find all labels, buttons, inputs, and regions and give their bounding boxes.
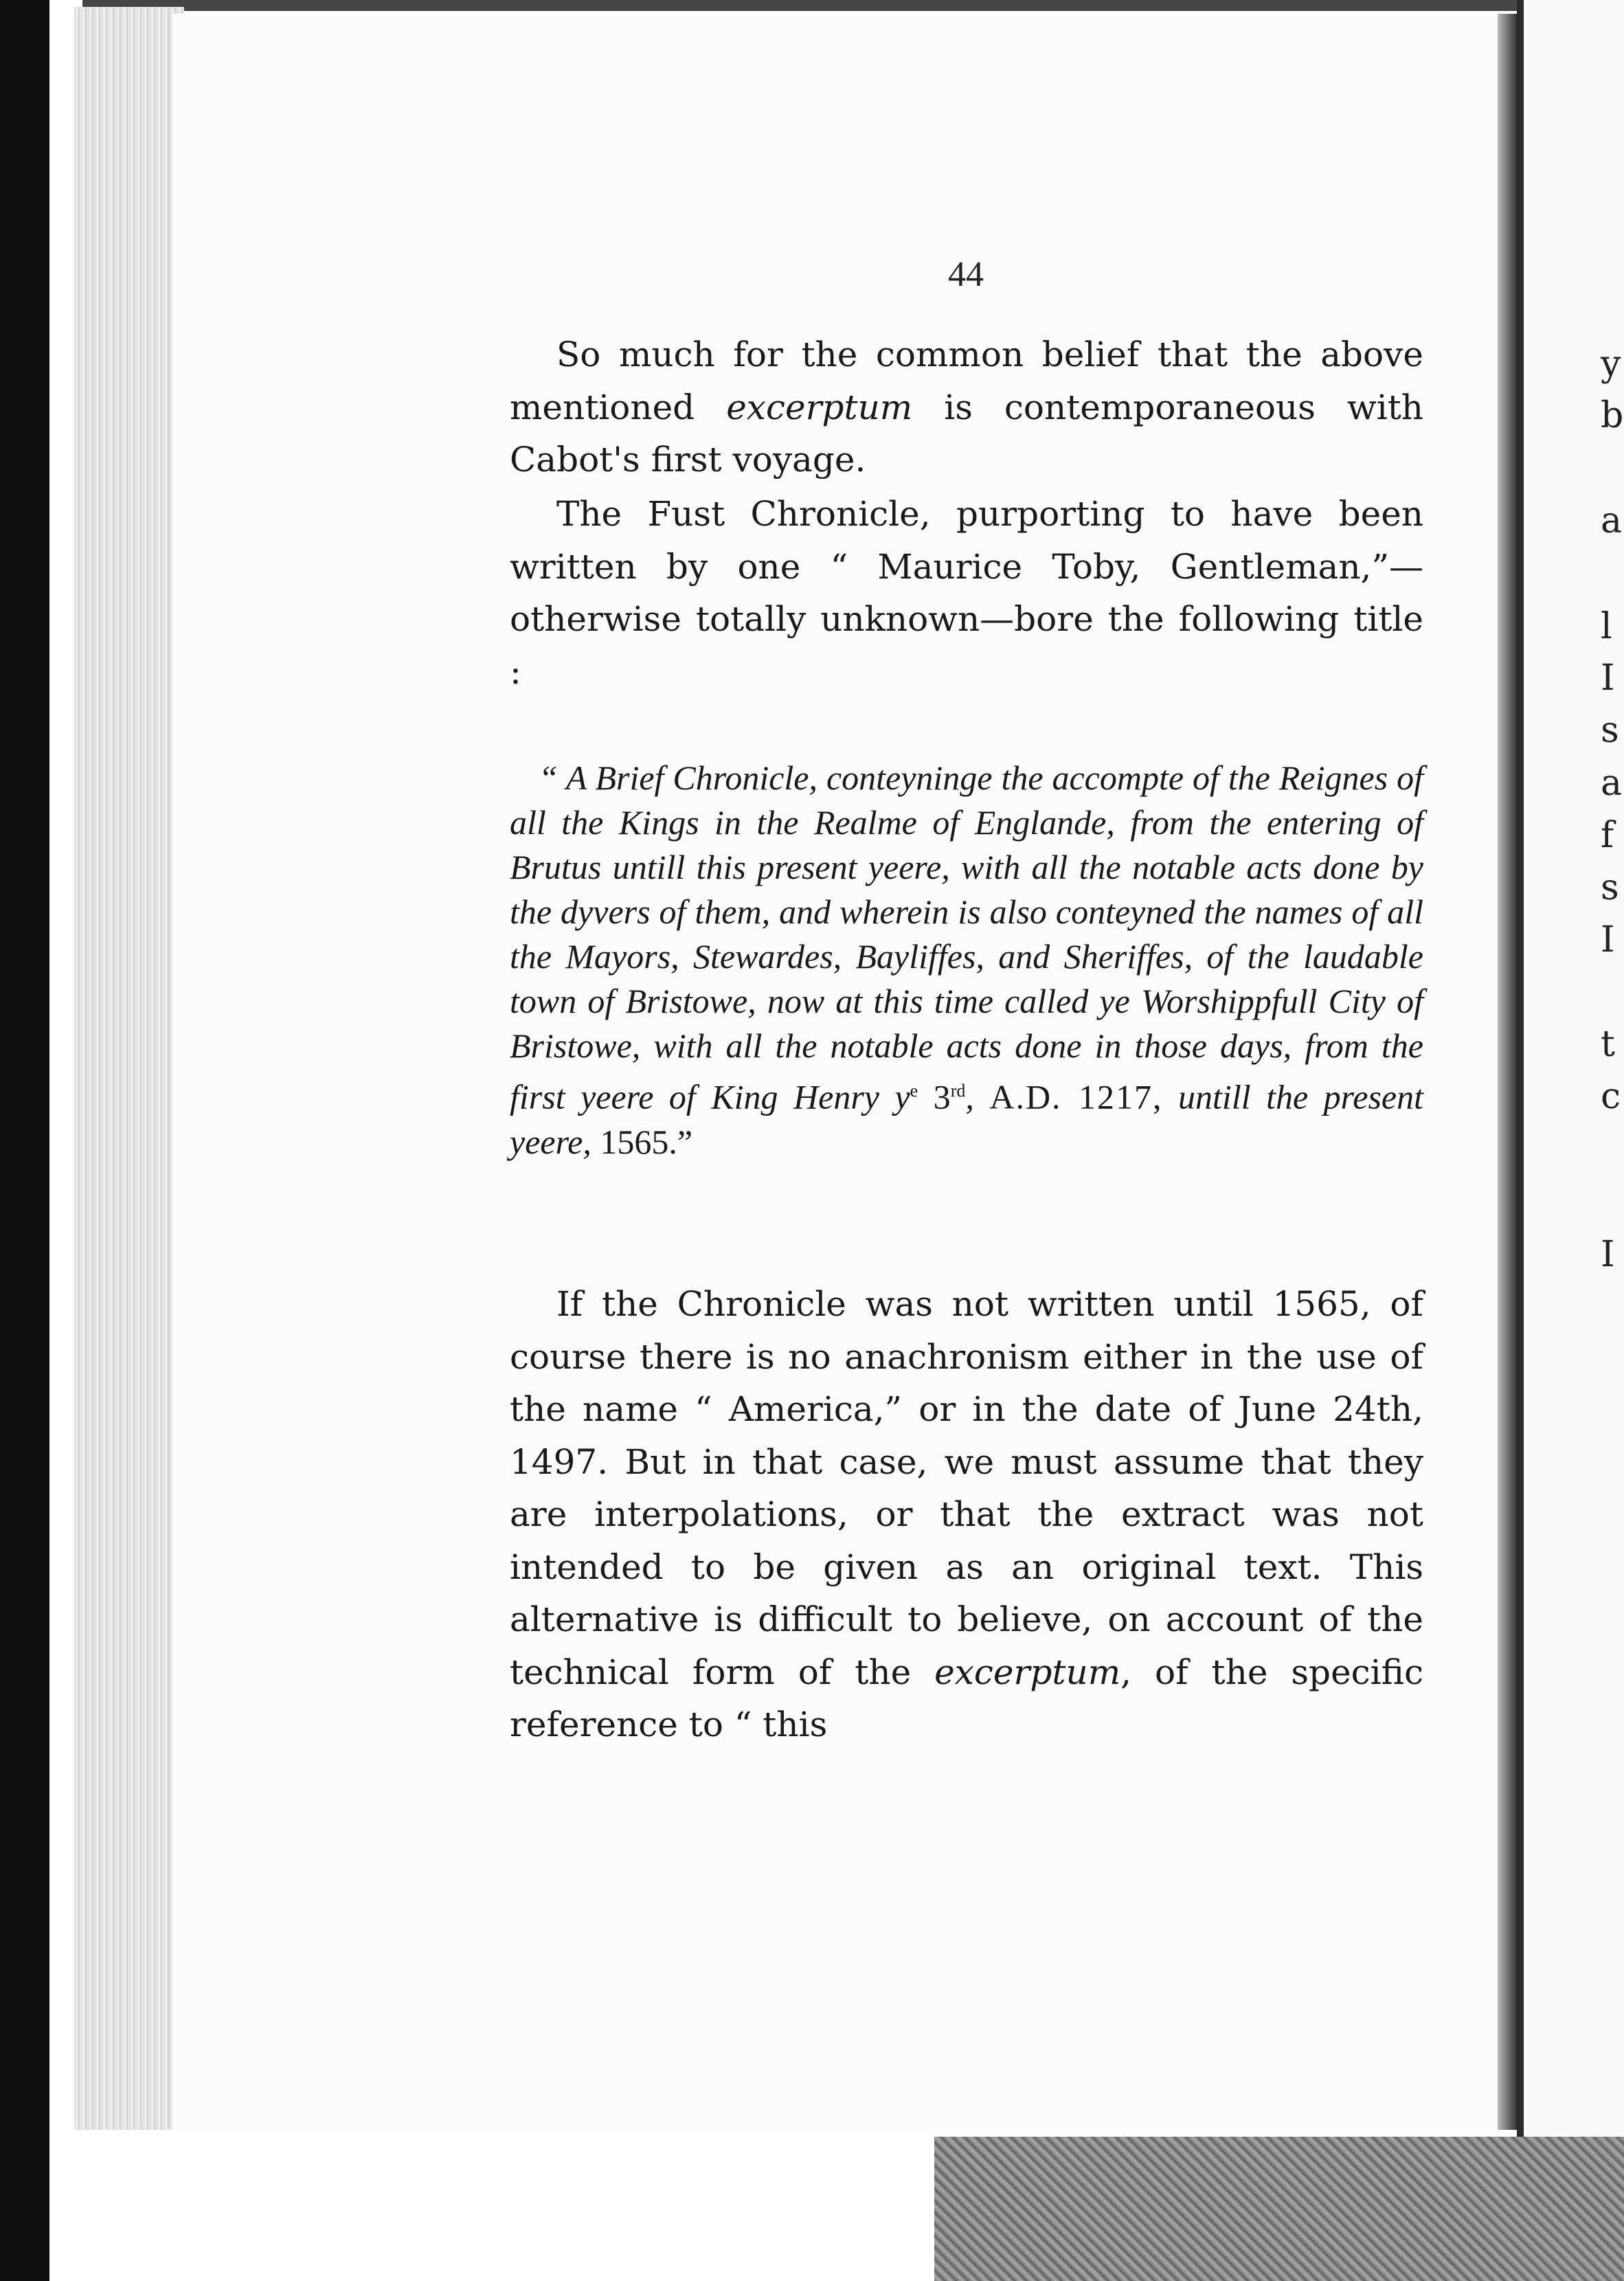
quoted-title-block (510, 756, 1423, 1165)
facing-page-letter: c (1601, 1076, 1621, 1117)
paragraph-3 (510, 1278, 1423, 1751)
scan-left-edge (0, 0, 49, 2281)
paragraph-1-italic-term: excerptum (726, 387, 913, 427)
facing-page-letter: b (1601, 395, 1624, 436)
paragraph-3-block (510, 1278, 1423, 1751)
facing-page-letter: s (1601, 710, 1619, 751)
quoted-title-year: 1565.” (600, 1122, 693, 1161)
facing-page-letter: a (1601, 500, 1623, 541)
quoted-title-ordinal: 3 (918, 1077, 951, 1116)
quoted-title-date: A.D. 1217, (989, 1077, 1163, 1116)
quoted-title-comma: , (965, 1077, 990, 1116)
facing-page-letter: I (1601, 919, 1615, 960)
page-edge-stack (74, 7, 184, 2130)
paragraph-1-text: So much for the common belief that the above mentioned (510, 335, 1423, 427)
quoted-title-text-end: untill the present yeere, (510, 1077, 1423, 1161)
facing-page-letter: t (1601, 1024, 1615, 1065)
page-number: 44 (948, 255, 984, 294)
scan-bottom-margin (49, 2130, 936, 2281)
scan-top-edge (82, 0, 1624, 11)
facing-page-letter: y (1601, 344, 1621, 385)
paragraph-1-block (510, 328, 1423, 486)
quoted-title-superscript: e (910, 1081, 918, 1101)
paragraph-2: The Fust Chronicle, purporting to have been written by one “ Maurice Toby, Gentleman,”—otherwise totally unknown—bore the following title : (510, 494, 1423, 692)
quoted-title (510, 756, 1423, 1165)
facing-page-letter: I (1601, 1234, 1615, 1275)
quoted-title-text: “ A Brief Chronicle, conteyninge the accompte of the Reignes of all the Kings in the Realme of Englande, from the entering of Brutus untill this present yeere, with all the notable acts done by the dyvers of them, and wherein is also conteyned the names of all the Mayors, Stewardes, Bayliffes, and Sheriffes, of the laudable town of Bristowe, now at this time called ye Worshippfull City of Bristowe, with all the notable acts done in those days, from the first yeere of King Henry y (510, 759, 1423, 1116)
facing-page-letter: f (1601, 815, 1614, 856)
paragraph-3-italic-term: excerptum (934, 1652, 1121, 1692)
scan-bottom-edge (934, 2137, 1624, 2281)
paragraph-1 (510, 328, 1423, 486)
facing-page-letter: I (1601, 658, 1615, 699)
facing-page-letter: s (1601, 867, 1619, 908)
facing-page-letter: l (1601, 606, 1612, 647)
quoted-title-ordinal-suffix: rd (950, 1081, 966, 1101)
paragraph-2-block (510, 488, 1423, 698)
paragraph-3-text-end: , of the specific reference to “ this (510, 1652, 1424, 1744)
paragraph-1-text-end: is contemporaneous with Cabot's first voyage. (510, 387, 1423, 480)
paragraph-3-text: If the Chronicle was not written until 1565, of course there is no anachronism either in the use of the name “ America,” or in the date of June 24th, 1497. But in that case, we must assume that they are interpolations, or that the extract was not intended to be given as an original text. This alternative is difficult to believe, on account of the technical form of the (510, 1284, 1423, 1692)
facing-page (1517, 0, 1624, 2281)
gutter-shadow (1498, 14, 1517, 2130)
facing-page-letter: a (1601, 763, 1623, 804)
